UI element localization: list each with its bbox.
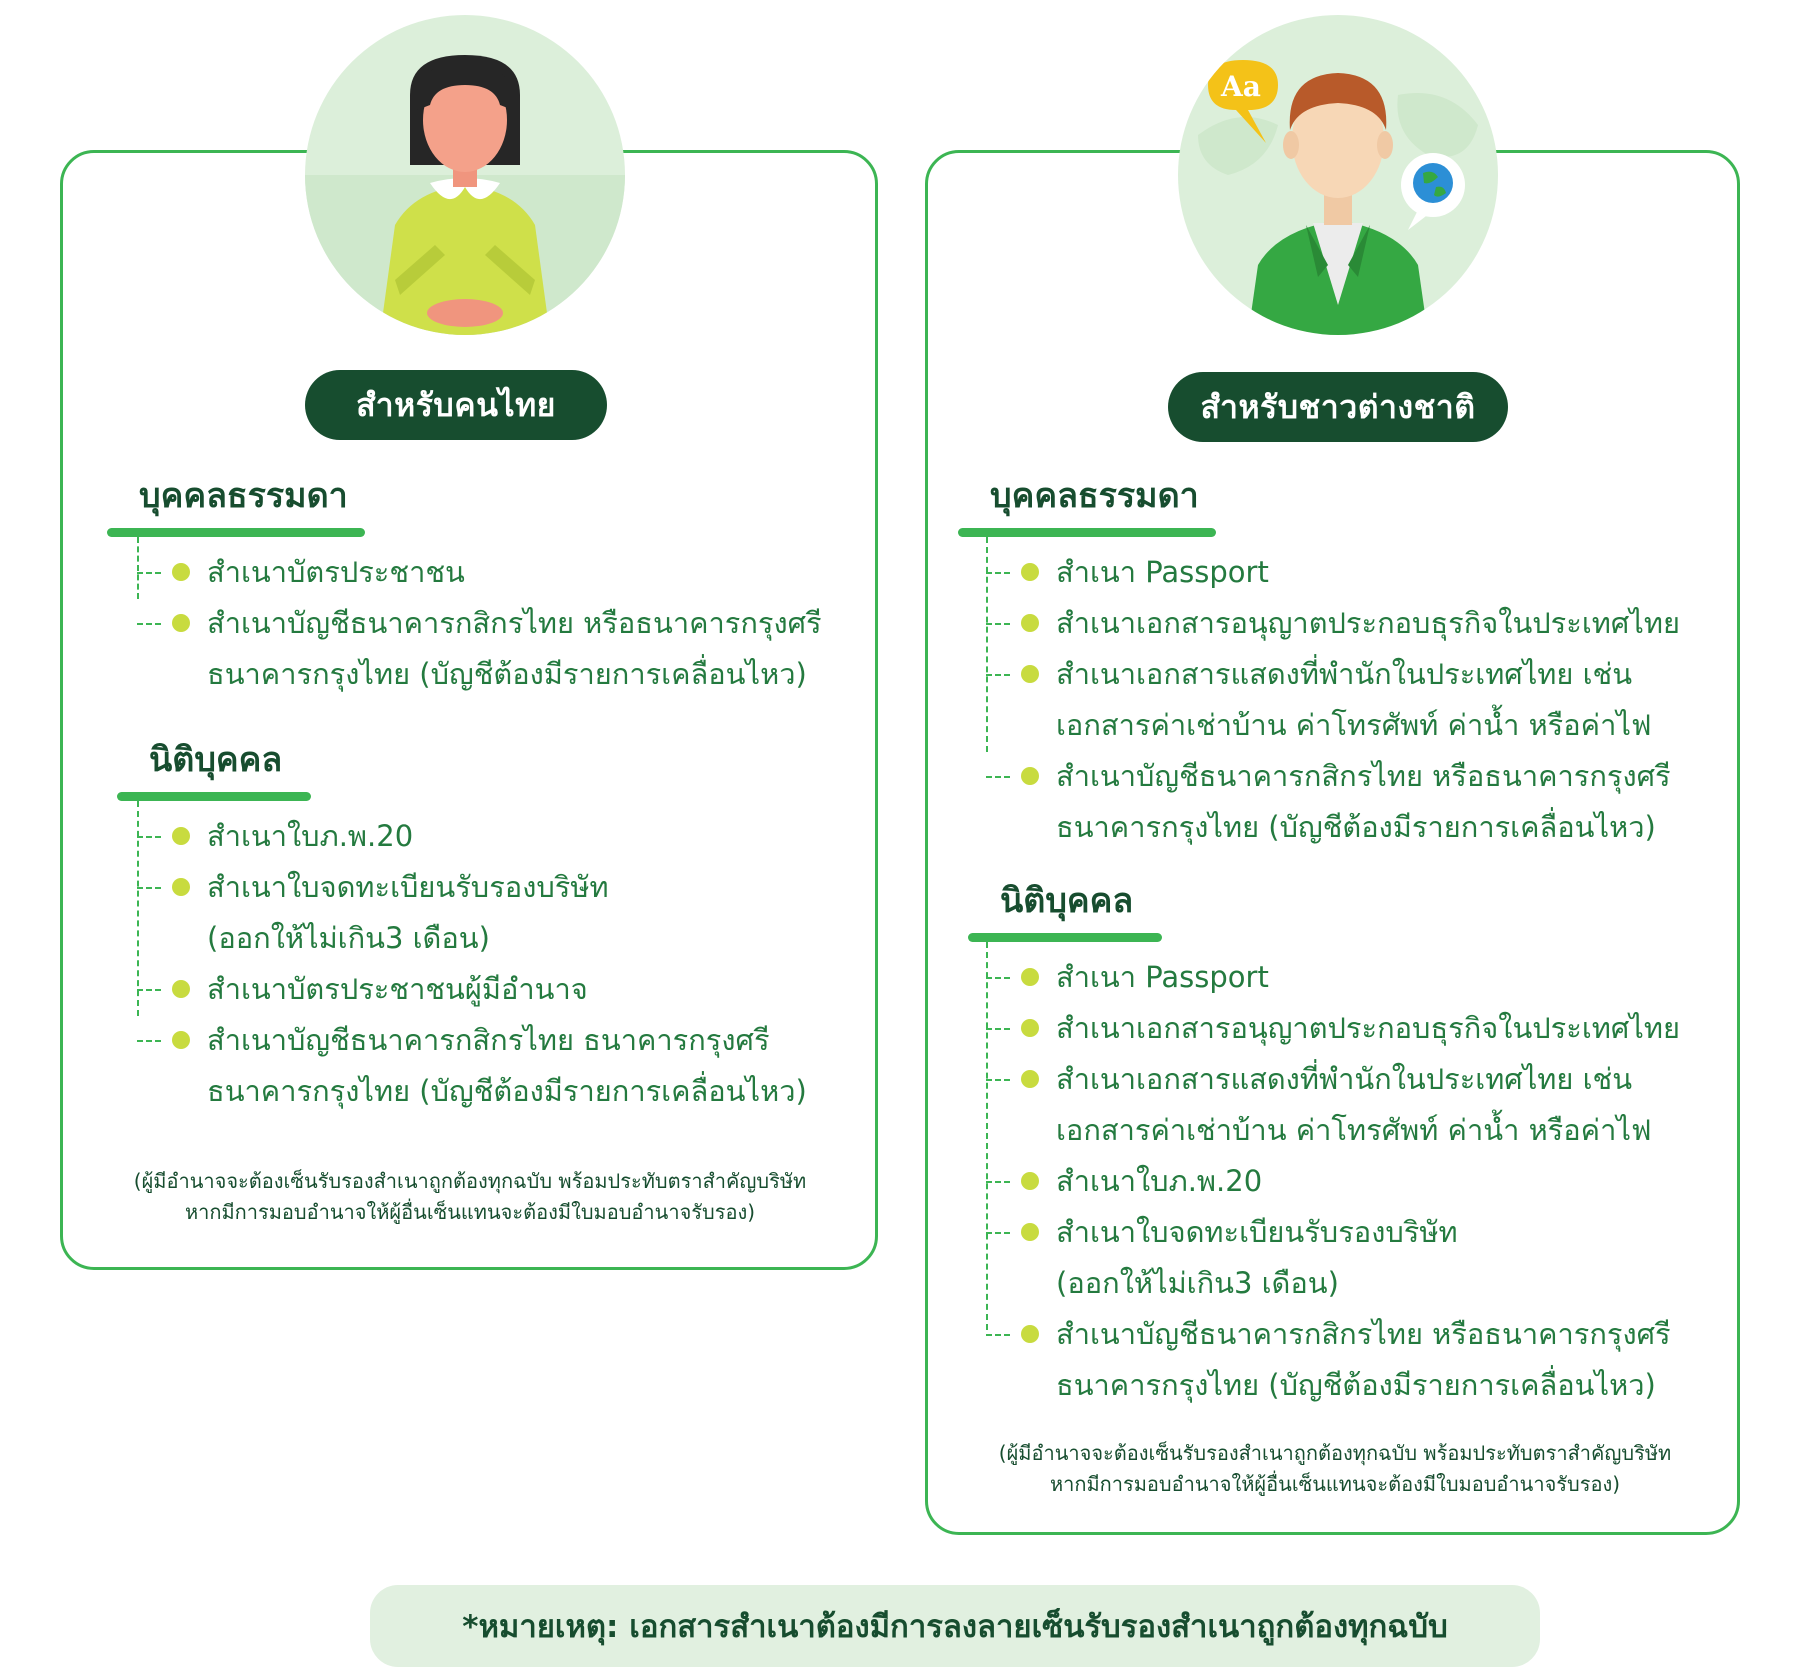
item-text: สำเนาเอกสารแสดงที่พำนักในประเทศไทย เช่น เอกสารค่าเช่าบ้าน ค่าโทรศัพท์ ค่าน้ำ หรือค่าไฟ — [1056, 1062, 1652, 1147]
bullet-dot — [1021, 1070, 1039, 1088]
bullet-dot — [172, 1031, 190, 1049]
bullet-dot — [1021, 1172, 1039, 1190]
thai-header-label: สำหรับคนไทย — [356, 385, 556, 424]
thai-juristic-title: นิติบุคคล — [149, 740, 283, 780]
foreigner-juristic-list — [986, 942, 1738, 1411]
foreigner-individual-title-wrap — [958, 468, 1216, 537]
foreigner-juristic-section — [968, 873, 1738, 1411]
item-text: สำเนาเอกสารแสดงที่พำนักในประเทศไทย เช่น เอกสารค่าเช่าบ้าน ค่าโทรศัพท์ ค่าน้ำ หรือค่าไฟ — [1056, 657, 1652, 742]
list-item — [986, 1003, 1738, 1054]
list-item — [986, 1156, 1738, 1207]
foreigner-header-pill — [1168, 372, 1508, 442]
thai-juristic-underline — [117, 792, 311, 801]
list-item — [986, 649, 1728, 751]
list-item — [137, 1015, 867, 1117]
item-text: สำเนาเอกสารอนุญาตประกอบธุรกิจในประเทศไทย — [1056, 606, 1680, 640]
item-text: สำเนา Passport — [1056, 555, 1269, 589]
thai-individual-list — [137, 537, 857, 700]
list-item — [986, 1309, 1738, 1411]
item-text: สำเนาบัญชีธนาคารกสิกรไทย หรือธนาคารกรุงศรี ธนาคารกรุงไทย (บัญชีต้องมีรายการเคลื่อนไหว) — [207, 606, 822, 691]
man-illustration-icon — [1178, 15, 1498, 335]
thai-juristic-title-wrap — [117, 732, 311, 801]
bullet-dot — [172, 614, 190, 632]
item-text: สำเนาบัตรประชาชนผู้มีอำนาจ — [207, 972, 588, 1006]
thai-woman-avatar — [305, 15, 625, 335]
foreigner-individual-section — [958, 468, 1728, 853]
item-text: สำเนาใบจดทะเบียนรับรองบริษัท (ออกให้ไม่เกิน3 เดือน) — [1056, 1215, 1458, 1300]
thai-juristic-section — [117, 732, 867, 1117]
foreigner-juristic-underline — [968, 933, 1162, 942]
bullet-dot — [1021, 767, 1039, 785]
list-item — [986, 598, 1728, 649]
bullet-dot — [1021, 1223, 1039, 1241]
footer-remark — [370, 1585, 1540, 1667]
thai-juristic-list — [137, 801, 867, 1117]
list-item — [137, 547, 857, 598]
item-text: สำเนาใบภ.พ.20 — [1056, 1164, 1263, 1198]
item-text: สำเนาใบภ.พ.20 — [207, 819, 414, 853]
list-item — [137, 862, 867, 964]
list-item — [137, 811, 867, 862]
woman-illustration-icon — [305, 15, 625, 335]
item-text: สำเนา Passport — [1056, 960, 1269, 994]
foreigner-header-label: สำหรับชาวต่างชาติ — [1200, 387, 1476, 426]
bullet-dot — [1021, 614, 1039, 632]
bullet-dot — [172, 827, 190, 845]
list-item — [137, 964, 867, 1015]
thai-authority-note: (ผู้มีอำนาจจะต้องเซ็นรับรองสำเนาถูกต้องทุกฉบับ พร้อมประทับตราสำคัญบริษัท หากมีการมอบอำนาจให้ผู้อื่นเซ็นแทนจะต้องมีใบมอบอำนาจรับรอง) — [133, 1169, 807, 1224]
foreigner-individual-title: บุคคลธรรมดา — [990, 476, 1199, 516]
thai-individual-title-wrap — [107, 468, 365, 537]
bullet-dot — [172, 563, 190, 581]
foreigner-authority-note: (ผู้มีอำนาจจะต้องเซ็นรับรองสำเนาถูกต้องทุกฉบับ พร้อมประทับตราสำคัญบริษัท หากมีการมอบอำนาจให้ผู้อื่นเซ็นแทนจะต้องมีใบมอบอำนาจรับรอง) — [998, 1441, 1672, 1496]
list-item — [986, 547, 1728, 598]
list-item — [986, 1207, 1738, 1309]
bullet-dot — [1021, 1019, 1039, 1037]
bullet-dot — [1021, 563, 1039, 581]
aa-bubble-label: Aa — [1221, 70, 1261, 103]
bullet-dot — [1021, 665, 1039, 683]
list-item — [986, 1054, 1738, 1156]
item-text: สำเนาใบจดทะเบียนรับรองบริษัท (ออกให้ไม่เกิน3 เดือน) — [207, 870, 609, 955]
item-text: สำเนาบัญชีธนาคารกสิกรไทย ธนาคารกรุงศรี ธนาคารกรุงไทย (บัญชีต้องมีรายการเคลื่อนไหว) — [207, 1023, 807, 1108]
list-item — [137, 598, 857, 700]
foreigner-individual-underline — [958, 528, 1216, 537]
thai-individual-title: บุคคลธรรมดา — [139, 476, 348, 516]
item-text: สำเนาบัญชีธนาคารกสิกรไทย หรือธนาคารกรุงศรี ธนาคารกรุงไทย (บัญชีต้องมีรายการเคลื่อนไหว) — [1056, 759, 1671, 844]
item-text: สำเนาเอกสารอนุญาตประกอบธุรกิจในประเทศไทย — [1056, 1011, 1680, 1045]
bullet-dot — [1021, 968, 1039, 986]
foreigner-individual-list — [986, 537, 1728, 853]
bullet-dot — [172, 980, 190, 998]
foreigner-man-avatar — [1178, 15, 1498, 335]
footer-remark-text: *หมายเหตุ: เอกสารสำเนาต้องมีการลงลายเซ็นรับรองสำเนาถูกต้องทุกฉบับ — [462, 1609, 1448, 1645]
thai-header-pill — [305, 370, 607, 440]
bullet-dot — [172, 878, 190, 896]
item-text: สำเนาบัตรประชาชน — [207, 555, 465, 589]
thai-individual-section — [107, 468, 857, 700]
foreigner-juristic-title-wrap — [968, 873, 1162, 942]
list-item — [986, 952, 1738, 1003]
list-item — [986, 751, 1728, 853]
item-text: สำเนาบัญชีธนาคารกสิกรไทย หรือธนาคารกรุงศรี ธนาคารกรุงไทย (บัญชีต้องมีรายการเคลื่อนไหว) — [1056, 1317, 1671, 1402]
bullet-dot — [1021, 1325, 1039, 1343]
foreigner-juristic-title: นิติบุคคล — [1000, 881, 1134, 921]
thai-individual-underline — [107, 528, 365, 537]
